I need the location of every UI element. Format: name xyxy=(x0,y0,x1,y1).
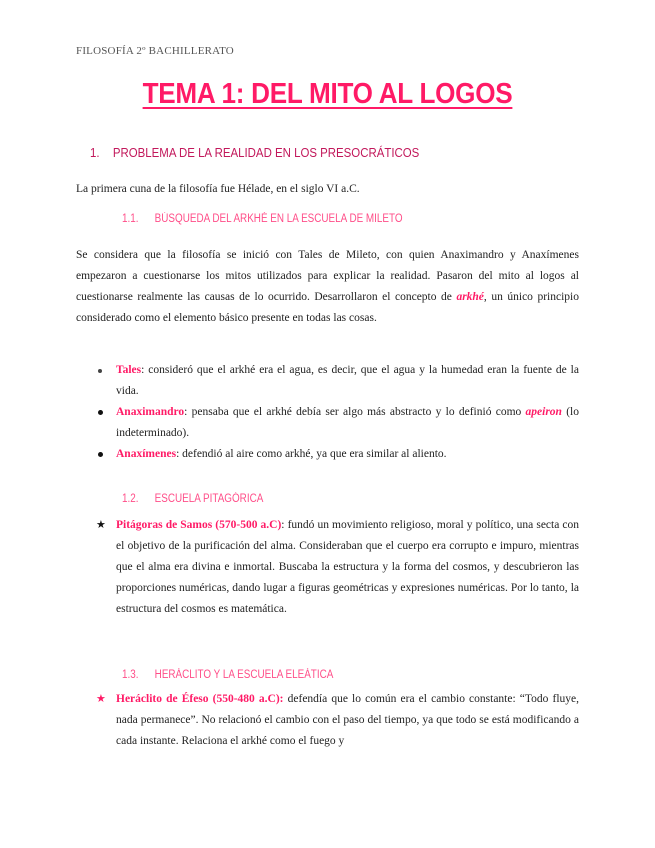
philosopher-name: Pitágoras de Samos (570-500 a.C) xyxy=(116,519,282,531)
section-heading-1 xyxy=(90,145,419,160)
paragraph-text: , un único principio considerado como el elemento básico presente en todas las cosas. xyxy=(76,291,579,324)
bullet-icon xyxy=(98,452,103,457)
subsection-heading-1-1 xyxy=(122,213,403,225)
list-item xyxy=(76,515,579,620)
section-number: 1. xyxy=(90,145,100,160)
subsection-title: HERÁCLITO Y LA ESCUELA ELEÁTICA xyxy=(154,669,334,681)
subsection-title: ESCUELA PITAGÓRICA xyxy=(154,493,264,505)
philosopher-name: Anaximandro xyxy=(116,406,185,418)
subsection-number: 1.3. xyxy=(122,669,139,681)
heraclito-list xyxy=(76,689,579,752)
pitagoras-list xyxy=(76,515,579,620)
item-text: (lo indeterminado). xyxy=(116,406,579,439)
star-icon: ★ xyxy=(96,519,106,531)
philosopher-name: Heráclito de Éfeso (550-480 a.C): xyxy=(116,693,284,705)
keyword-arkhe: arkhé xyxy=(456,291,484,303)
page-header: FILOSOFÍA 2º BACHILLERATO xyxy=(76,45,234,57)
philosopher-name: Anaxímenes xyxy=(116,448,177,460)
list-item xyxy=(76,360,579,402)
keyword-apeiron: apeiron xyxy=(525,406,562,418)
item-text: : consideró que el arkhé era el agua, es decir, que el agua y la humedad eran la fuente de la vida. xyxy=(116,364,579,397)
item-text: : fundó un movimiento religioso, moral y político, una secta con el objetivo de la purificación del alma. Consideraban que el cuerpo era corrupto e impuro, mientras que el alma era divina e inmortal. Buscaba la estructura y la forma del cosmos, y descubrieron las proporciones numéricas, dando lugar a figuras geométricas y expresiones numéricas. Por lo tanto, la estructura del cosmos es matemática. xyxy=(116,519,580,615)
page-title: TEMA 1: DEL MITO AL LOGOS xyxy=(142,78,513,110)
subsection-heading-1-2 xyxy=(122,493,263,505)
mileto-paragraph xyxy=(76,245,579,329)
philosopher-name: Tales xyxy=(116,364,142,376)
section-title: PROBLEMA DE LA REALIDAD EN LOS PRESOCRÁTICOS xyxy=(112,145,420,160)
list-item xyxy=(76,689,579,752)
mileto-bullet-list xyxy=(76,360,579,465)
list-item xyxy=(76,444,579,465)
subsection-title: BÚSQUEDA DEL ARKHÉ EN LA ESCUELA DE MILETO xyxy=(154,213,403,225)
item-text: : defendió al aire como arkhé, ya que era similar al aliento. xyxy=(176,448,447,460)
bullet-icon xyxy=(98,369,102,373)
subsection-number: 1.1. xyxy=(122,213,139,225)
list-item xyxy=(76,402,579,444)
bullet-icon xyxy=(98,410,103,415)
intro-paragraph: La primera cuna de la filosofía fue Hélade, en el siglo VI a.C. xyxy=(76,183,360,195)
item-text: : pensaba que el arkhé debía ser algo más abstracto y lo definió como xyxy=(184,406,526,418)
paragraph-text: Se considera que la filosofía se inició con Tales de Mileto, con quien Anaximandro y Anaxímenes empezaron a cuestionarse los mitos utilizados para explicar la realidad. Pasaron del mito al logos al cuestionarse realmente las causas de lo ocurrido. Desarrollaron el concepto de xyxy=(76,249,579,303)
subsection-number: 1.2. xyxy=(122,493,139,505)
star-icon: ★ xyxy=(96,693,106,705)
subsection-heading-1-3 xyxy=(122,669,333,681)
item-text: defendía que lo común era el cambio constante: “Todo fluye, nada permanece”. No relacionó el cambio con el paso del tiempo, ya que todo se está modificando a cada instante. Relaciona el arkhé como el fuego y xyxy=(116,693,579,747)
